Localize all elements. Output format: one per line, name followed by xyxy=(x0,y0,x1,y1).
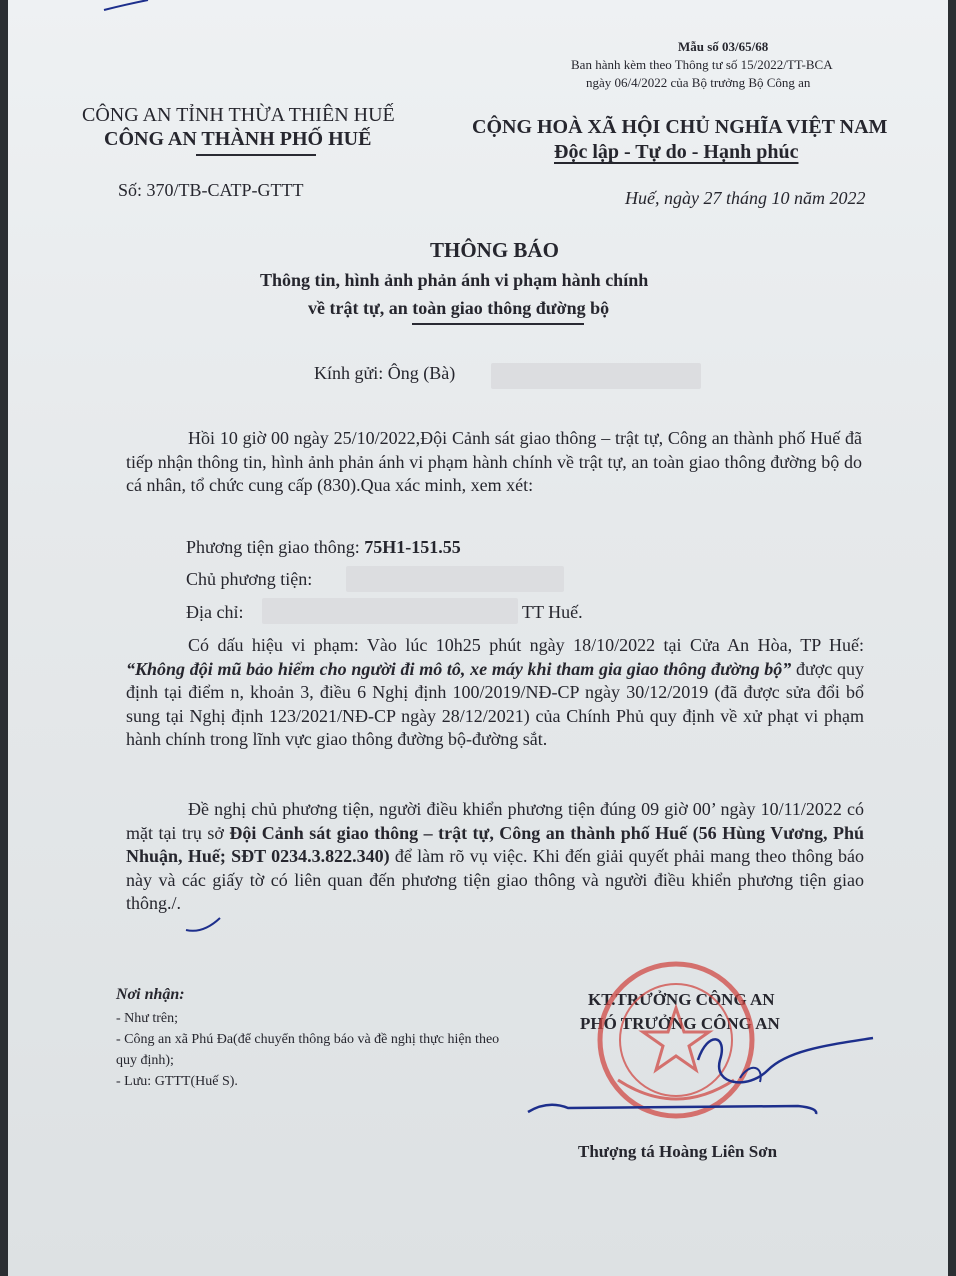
form-code: Mẫu số 03/65/68 xyxy=(678,39,769,54)
intro-paragraph: Hồi 10 giờ 00 ngày 25/10/2022,Đội Cảnh sát giao thông – trật tự, Công an thành phố Huế đã tiếp nhận thông tin, hình ảnh phản ánh vi phạm hành chính về trật tự, an toàn giao thông đường bộ do cá nhân, tổ chức cung cấp (830).Qua xác minh, xem xét: xyxy=(126,428,862,495)
request-rest: để làm rõ vụ việc. Khi đến giải quyết phải mang theo thông báo này và các giấy tờ có liên quan đến phương tiện giao thông và người điều khiển phương tiện giao thông./. xyxy=(126,846,864,913)
violation-quote: “Không đội mũ bảo hiểm cho người đi mô tô, xe máy khi tham gia giao thông đường bộ” xyxy=(126,658,792,679)
place-date: Huế, ngày 27 tháng 10 năm 2022 xyxy=(625,188,866,208)
signature-line-1: KT.TRƯỞNG CÔNG AN xyxy=(588,990,775,1009)
agency-unit: CÔNG AN THÀNH PHỐ HUẾ xyxy=(104,128,372,150)
recipient-item: - Công an xã Phú Đa(để chuyển thông báo và đề nghị thực hiện theo quy định); xyxy=(116,1032,500,1068)
recipient-item: - Như trên; xyxy=(116,1011,179,1026)
address-suffix: TT Huế. xyxy=(522,602,583,622)
signer-name: Thượng tá Hoàng Liên Sơn xyxy=(578,1142,778,1161)
recipients-title: Nơi nhận: xyxy=(116,986,185,1003)
address-label: Địa chỉ: xyxy=(186,602,244,622)
signature-line-2: PHÓ TRƯỞNG CÔNG AN xyxy=(580,1014,780,1033)
vehicle-plate: 75H1-151.55 xyxy=(364,537,461,557)
request-prefix: Đề nghị chủ phương tiện, người điều khiển phương tiện đúng 09 giờ 00’ ngày 10/11/2022 có mặt tại trụ sở xyxy=(126,799,864,843)
handwritten-signature xyxy=(8,0,948,1276)
form-issuance-line-1: Ban hành kèm theo Thông tư số 15/2022/TT-BCA xyxy=(571,57,833,72)
violation-legal-basis: được quy định tại điểm n, khoản 3, điều 6 Nghị định 100/2019/NĐ-CP ngày 30/12/2019 (đã được sửa đổi bổ sung tại Nghị định 123/2021/NĐ-CP ngày 28/12/2021) của Chính Phủ quy định về xử phạt vi phạm hành chính trong lĩnh vực giao thông đường bộ-đường sắt. xyxy=(126,658,865,749)
notice-title: THÔNG BÁO xyxy=(430,238,559,262)
form-issuance-line-2: ngày 06/4/2022 của Bộ trưởng Bộ Công an xyxy=(586,75,811,90)
national-title: CỘNG HOÀ XÃ HỘI CHỦ NGHĨA VIỆT NAM xyxy=(472,116,888,138)
request-location: Đội Cảnh sát giao thông – trật tự, Công an thành phố Huế (56 Hùng Vương, Phú Nhuận, Huế; SĐT 0234.3.822.340) xyxy=(126,822,864,866)
violation-prefix: Có dấu hiệu vi phạm: Vào lúc 10h25 phút ngày 18/10/2022 tại Cửa An Hòa, TP Huế: xyxy=(188,635,864,655)
owner-label: Chủ phương tiện: xyxy=(186,569,313,589)
addressee-label: Kính gửi: Ông (Bà) xyxy=(314,363,456,383)
national-motto: Độc lập - Tự do - Hạnh phúc xyxy=(554,141,799,163)
notice-subtitle-2: về trật tự, an toàn giao thông đường bộ xyxy=(308,298,610,318)
vehicle-label: Phương tiện giao thông: xyxy=(186,537,365,557)
agency-parent: CÔNG AN TỈNH THỪA THIÊN HUẾ xyxy=(82,104,395,126)
recipient-item: - Lưu: GTTT(Huế S). xyxy=(116,1074,238,1089)
document-page xyxy=(8,0,948,1276)
document-number: Số: 370/TB-CATP-GTTT xyxy=(118,180,304,200)
notice-subtitle-1: Thông tin, hình ảnh phản ánh vi phạm hành chính xyxy=(260,270,649,290)
